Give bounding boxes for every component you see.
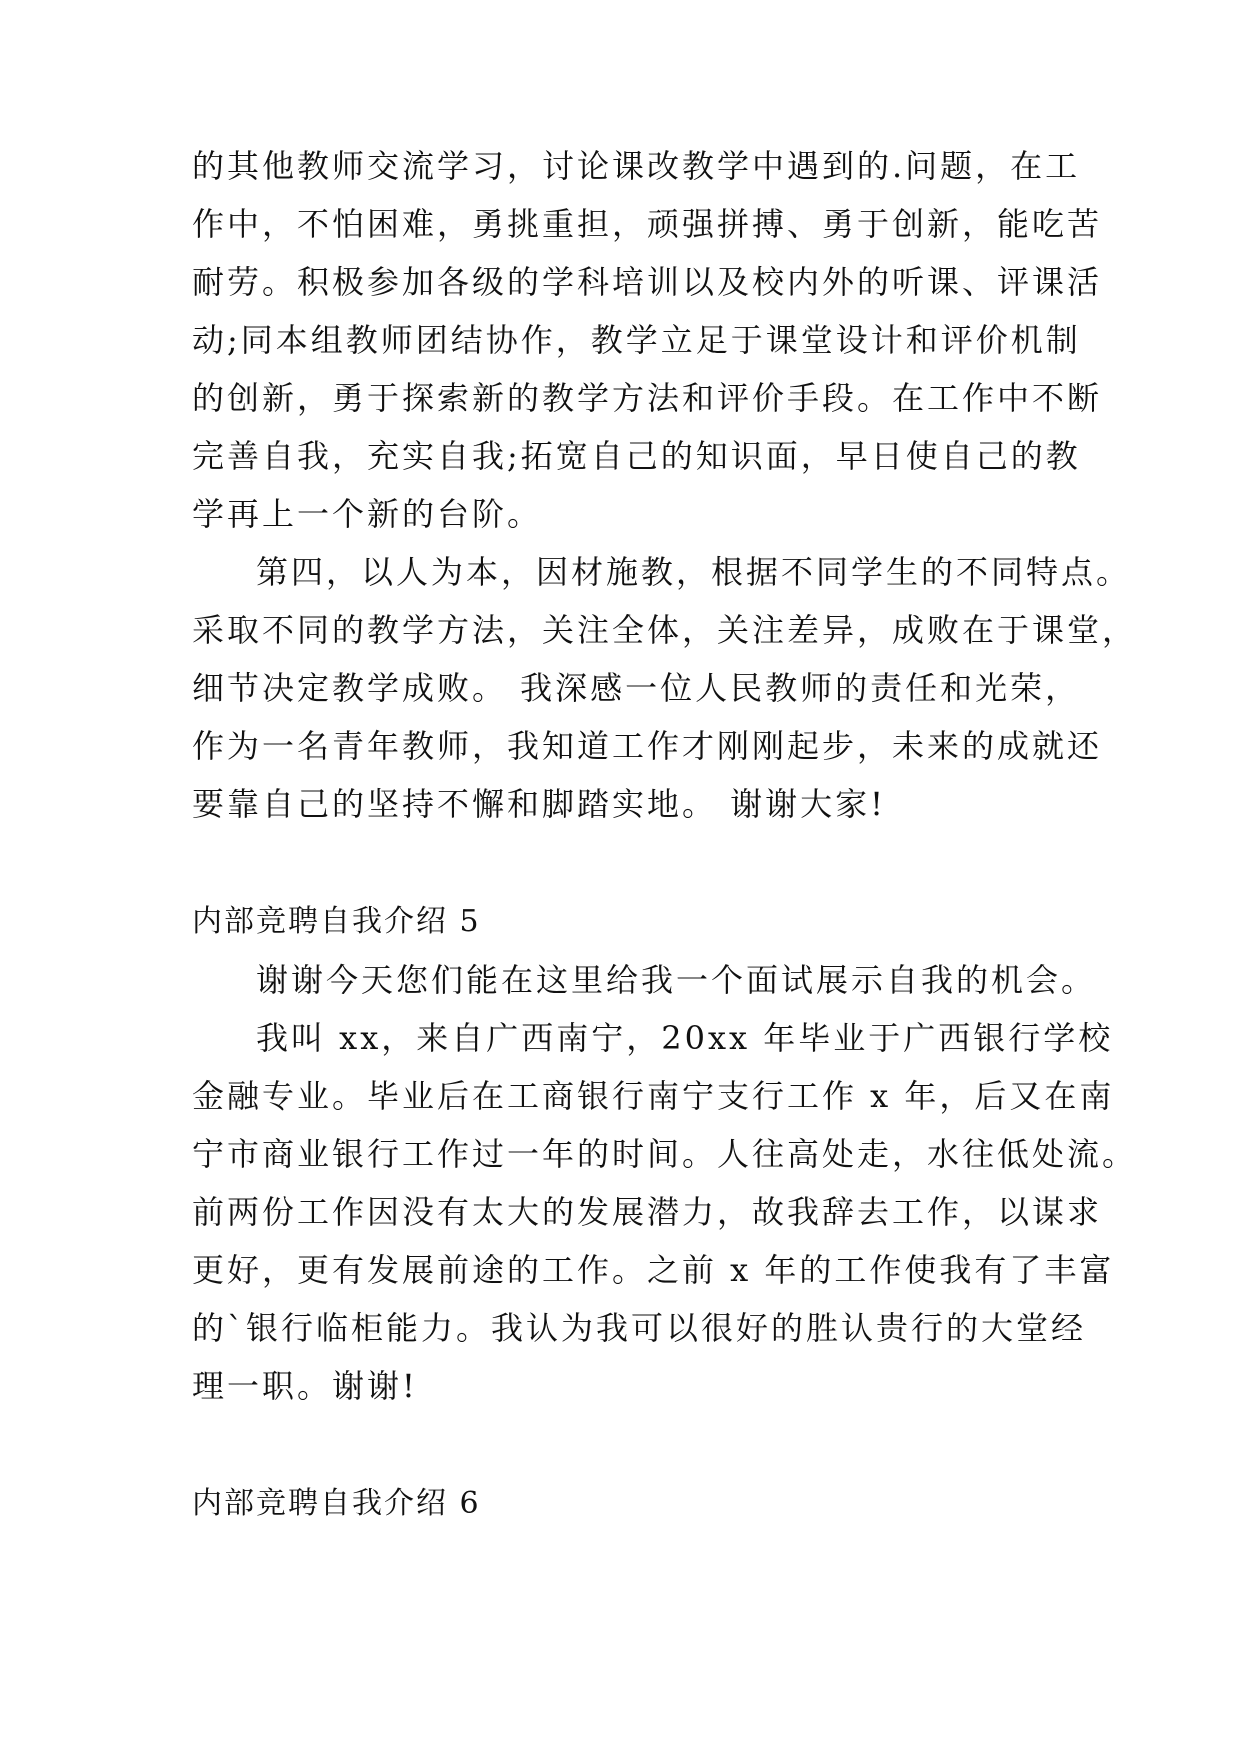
section-heading: 内部竞聘自我介绍 5 [192,904,481,939]
text-line: 作为一名青年教师，我知道工作才刚刚起步，未来的成就还 [192,727,1103,765]
text-line: 的其他教师交流学习，讨论课改教学中遇到的.问题，在工 [192,147,1081,185]
text-line: 学再上一个新的台阶。 [192,495,543,533]
text-line: 我叫 xx，来自广西南宁，20xx 年毕业于广西银行学校 [256,1019,1114,1057]
text-line: 理一职。谢谢! [192,1367,418,1405]
text-line: 宁市商业银行工作过一年的时间。人往高处走，水往低处流。 [192,1135,1138,1173]
text-line: 金融专业。毕业后在工商银行南宁支行工作 x 年，后又在南 [192,1077,1115,1115]
section-heading: 内部竞聘自我介绍 6 [192,1486,481,1521]
text-line: 耐劳。积极参加各级的学科培训以及校内外的听课、评课活 [192,263,1103,301]
text-line: 谢谢今天您们能在这里给我一个面试展示自我的机会。 [256,961,1097,999]
text-line: 完善自我，充实自我;拓宽自己的知识面，早日使自己的教 [192,437,1081,475]
text-line: 细节决定教学成败。 我深感一位人民教师的责任和光荣， [192,669,1081,707]
text-line: 前两份工作因没有太大的发展潜力，故我辞去工作，以谋求 [192,1193,1103,1231]
text-line: 动;同本组教师团结协作，教学立足于课堂设计和评价机制 [192,321,1081,359]
text-line: 要靠自己的坚持不懈和脚踏实地。 谢谢大家! [192,785,887,823]
text-line: 采取不同的教学方法，关注全体，关注差异，成败在于课堂， [192,611,1138,649]
text-line: 的`银行临柜能力。我认为我可以很好的胜认贵行的大堂经 [192,1309,1087,1347]
text-line: 更好，更有发展前途的工作。之前 x 年的工作使我有了丰富 [192,1251,1115,1289]
text-line: 作中，不怕困难，勇挑重担，顽强拼搏、勇于创新，能吃苦 [192,205,1103,243]
text-line: 的创新，勇于探索新的教学方法和评价手段。在工作中不断 [192,379,1103,417]
text-line: 第四，以人为本，因材施教，根据不同学生的不同特点。 [256,553,1132,591]
